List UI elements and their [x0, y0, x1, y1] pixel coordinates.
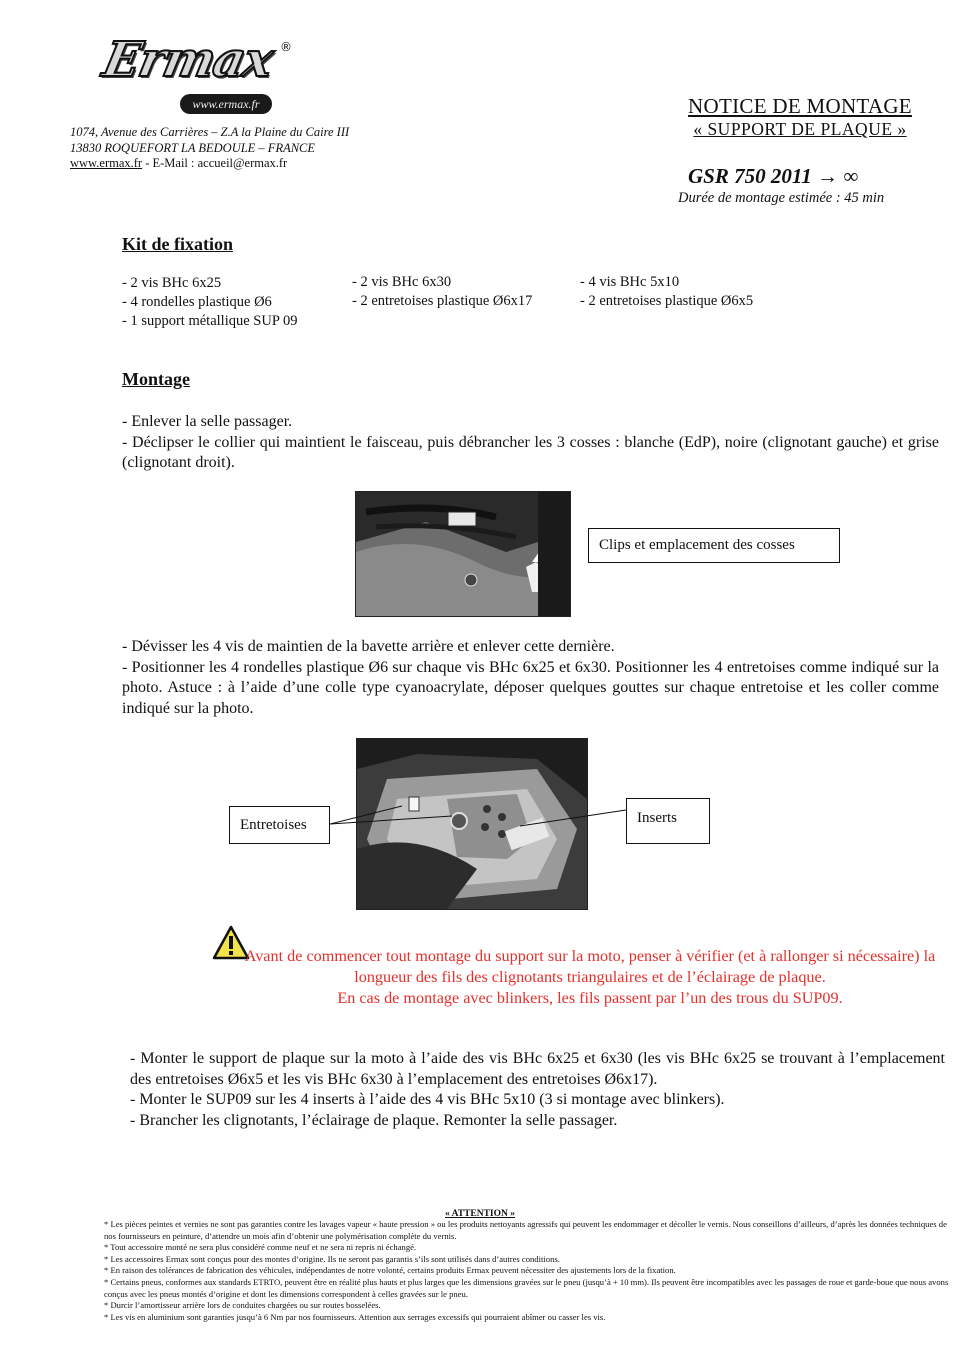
kit-column-3: [580, 273, 753, 311]
address-line-2: 13830 ROQUEFORT LA BEDOULE – FRANCE: [70, 141, 316, 155]
warning-text: [240, 946, 940, 1009]
warning-line: En cas de montage avec blinkers, les fils passent par l’un des trous du SUP09.: [337, 989, 843, 1007]
footer-notes: [104, 1219, 954, 1323]
notice-subtitle: « SUPPORT DE PLAQUE »: [693, 119, 907, 139]
footer-note: * Les pièces peintes et vernies ne sont pas garanties contre les lavages vapeur « haute pression » ou les produits nettoyants agressifs qui peuvent les endommager et décoller le vernis. Nous conseillons d’ailleurs, d’après les données techniques de nos fournisseurs en peinture, d’attendre un mois afin d’obtenir une polymérisation complète du vernis.: [104, 1219, 947, 1241]
steps-block-1: [122, 412, 939, 474]
steps-block-3: [130, 1049, 945, 1131]
kit-column-2: [352, 273, 532, 311]
kit-item: - 2 vis BHc 6x30: [352, 274, 452, 290]
callout-arrows: [330, 800, 630, 840]
website-link[interactable]: www.ermax.fr: [70, 156, 143, 170]
step-paragraph: - Monter le SUP09 sur les 4 inserts à l’aide des 4 vis BHc 5x10 (3 si montage avec blinkers).: [130, 1091, 725, 1108]
kit-section-title: Kit de fixation: [122, 234, 233, 254]
registered-mark: ®: [280, 40, 292, 54]
step-paragraph: - Monter le support de plaque sur la moto à l’aide des vis BHc 6x25 et 6x30 (les vis BHc 6x25 se trouvant à l’emplacement des entretoises Ø6x5 et les vis BHc 6x30 à l’emplacement des entretoises Ø6x17).: [130, 1050, 945, 1088]
kit-item: - 2 entretoises plastique Ø6x5: [580, 293, 754, 309]
email-text: - E-Mail : accueil@ermax.fr: [142, 156, 288, 170]
steps-block-2: [122, 637, 939, 719]
step-paragraph: - Dévisser les 4 vis de maintien de la bavette arrière et enlever cette dernière.: [122, 638, 615, 655]
wiring-photo: [355, 491, 571, 617]
footer-note: * Tout accessoire monté ne sera plus considéré comme neuf et ne sera ni repris ni échangé.: [104, 1242, 417, 1253]
address-line-1: 1074, Avenue des Carrières – Z.A la Plaine du Caire III: [70, 125, 350, 139]
montage-section-title: Montage: [122, 369, 190, 389]
footer-note: * Les accessoires Ermax sont conçus pour des montes d’origine. Ils ne seront pas garantis s’ils sont utilisés dans d’autres conditions.: [104, 1253, 560, 1264]
kit-item: - 4 rondelles plastique Ø6: [122, 294, 272, 310]
logo-wordmark: Ermax: [98, 32, 278, 88]
callout-inserts: Inserts: [626, 798, 710, 844]
logo-url-badge: www.ermax.fr: [180, 94, 272, 114]
callout-clips: Clips et emplacement des cosses: [588, 528, 840, 563]
step-paragraph: - Positionner les 4 rondelles plastique Ø6 sur chaque vis BHc 6x25 et 6x30. Positionner les 4 entretoises comme indiqué sur la photo. Astuce : à l’aide d’une colle type cyanoacrylate, déposer quelques gouttes sur chaque entretoise et les coller comme indiqué sur la photo.: [122, 658, 939, 717]
footer-note: * Certains pneus, conformes aux standards ETRTO, peuvent être en réalité plus hauts et plus larges que les dimensions gravées sur le pneu (jusqu’à + 10 mm). Ils peuvent être incompatibles avec les passages de roue et garde-boue que nous avons conçus avec les pneus montés d’origine et dont les dimensions correspondent à celles gravées sur le pneu.: [104, 1276, 949, 1299]
kit-item: - 4 vis BHc 5x10: [580, 274, 680, 290]
step-paragraph: - Déclipser le collier qui maintient le faisceau, puis débrancher les 3 cosses : blanche (EdP), noire (clignotant gauche) et grise (clignotant droit).: [122, 433, 939, 471]
kit-item: - 2 vis BHc 6x25: [122, 275, 222, 291]
warning-line: Avant de commencer tout montage du support sur la moto, penser à vérifier (et à rallonger si nécessaire) la longueur des fils des clignotants triangulaires et de l’éclairage de plaque.: [244, 947, 936, 986]
notice-title: NOTICE DE MONTAGE: [688, 94, 912, 118]
contact-line: [70, 156, 287, 171]
attention-title: « ATTENTION »: [444, 1209, 516, 1219]
kit-item: - 1 support métallique SUP 09: [122, 313, 298, 329]
callout-entretoises: Entretoises: [229, 806, 330, 844]
footer-note: * Les vis en aluminium sont garanties jusqu’à 6 Nm par nos fournisseurs. Attention aux serrages excessifs qui pourraient abîmer ou casser les vis.: [104, 1311, 606, 1322]
model-title: GSR 750 2011 → ∞: [688, 164, 859, 188]
kit-column-1: [122, 274, 297, 331]
footer-note: * Durcir l’amortisseur arrière lors de conduites chargées ou sur routes bosselées.: [104, 1300, 381, 1311]
footer-note: * En raison des tolérances de fabrication des véhicules, indépendantes de notre volonté, certains produits Ermax peuvent nécessiter des ajustements lors de la fixation.: [104, 1265, 676, 1276]
step-paragraph: - Brancher les clignotants, l’éclairage de plaque. Remonter la selle passager.: [130, 1111, 618, 1129]
ermax-logo: [88, 30, 292, 122]
estimated-duration: Durée de montage estimée : 45 min: [678, 190, 885, 206]
kit-item: - 2 entretoises plastique Ø6x17: [352, 293, 533, 309]
step-paragraph: - Enlever la selle passager.: [122, 413, 293, 430]
